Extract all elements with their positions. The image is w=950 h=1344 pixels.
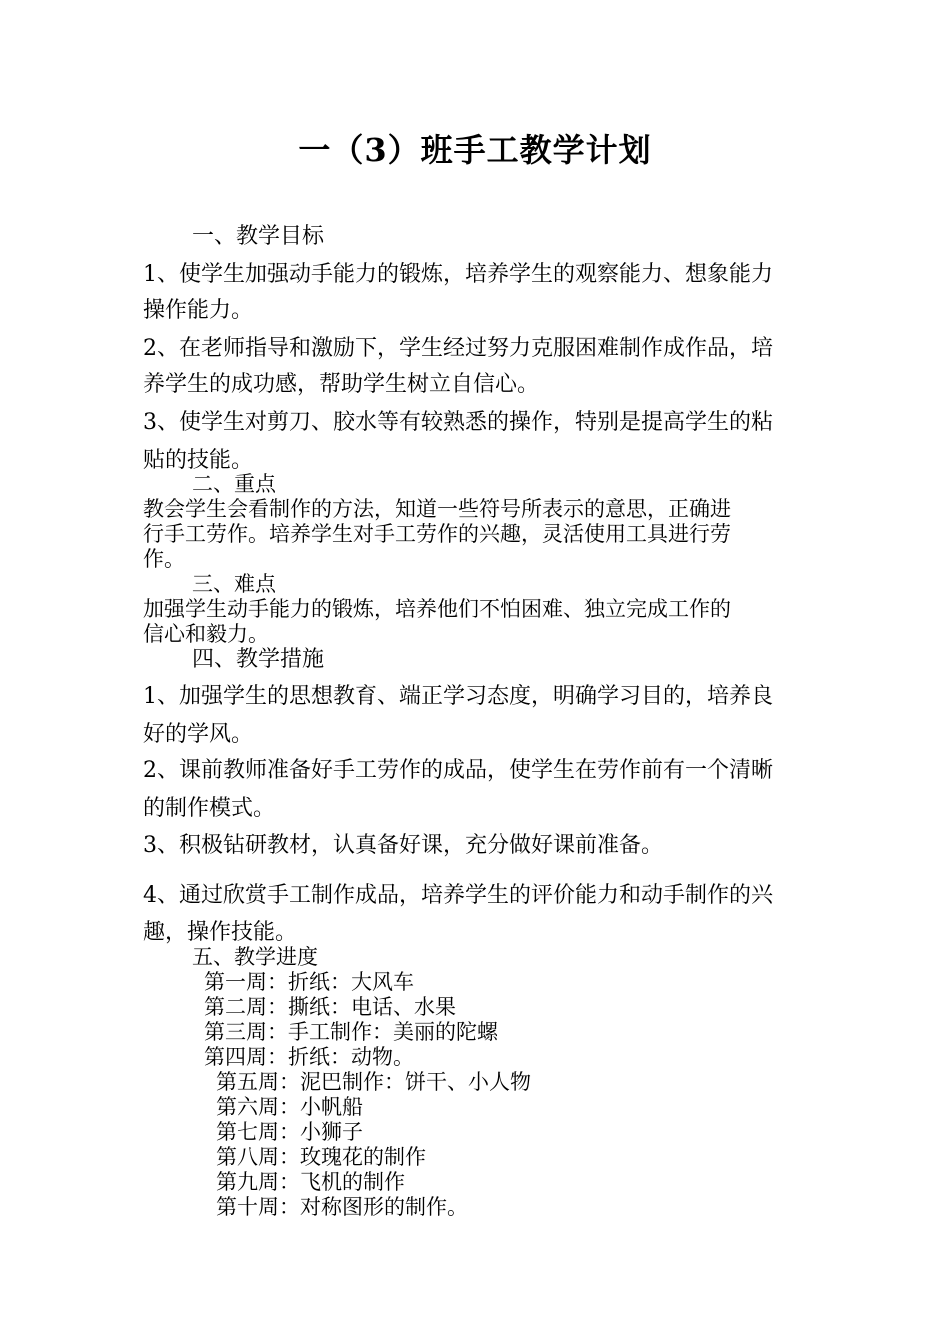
- schedule-week: 第十周：对称图形的制作。: [216, 1195, 468, 1219]
- document-title: 一（3）班手工教学计划: [298, 131, 652, 169]
- schedule-week: 第九周：飞机的制作: [216, 1170, 405, 1194]
- goal-line: 养学生的成功感，帮助学生树立自信心。: [143, 372, 540, 397]
- key-point-line: 作。: [143, 547, 185, 571]
- measure-line: 1、加强学生的思想教育、端正学习态度，明确学习目的，培养良: [143, 684, 773, 709]
- section-heading-measures: 四、教学措施: [192, 647, 325, 672]
- measure-line: 4、通过欣赏手工制作成品，培养学生的评价能力和动手制作的兴: [143, 883, 773, 908]
- measure-line: 2、课前教师准备好手工劳作的成品，使学生在劳作前有一个清晰: [143, 758, 773, 783]
- section-heading-difficulties: 三、难点: [192, 572, 276, 596]
- schedule-week: 第七周：小狮子: [216, 1120, 363, 1144]
- section-heading-key-points: 二、重点: [192, 472, 276, 496]
- goal-line: 1、使学生加强动手能力的锻炼，培养学生的观察能力、想象能力: [143, 262, 773, 287]
- measure-line: 3、积极钻研教材，认真备好课，充分做好课前准备。: [143, 833, 663, 858]
- schedule-week: 第三周：手工制作：美丽的陀螺: [204, 1020, 498, 1044]
- difficulty-line: 加强学生动手能力的锻炼，培养他们不怕困难、独立完成工作的: [143, 597, 731, 621]
- schedule-week: 第八周：玫瑰花的制作: [216, 1145, 426, 1169]
- key-point-line: 教会学生会看制作的方法，知道一些符号所表示的意思，正确进: [143, 497, 731, 521]
- schedule-week: 第四周：折纸：动物。: [204, 1045, 414, 1069]
- schedule-week: 第五周：泥巴制作：饼干、小人物: [216, 1070, 531, 1094]
- measure-line: 的制作模式。: [143, 796, 276, 821]
- section-heading-goals: 一、教学目标: [192, 224, 325, 249]
- schedule-week: 第一周：折纸：大风车: [204, 970, 414, 994]
- goal-line: 2、在老师指导和激励下，学生经过努力克服困难制作成作品，培: [143, 336, 773, 361]
- difficulty-line: 信心和毅力。: [143, 622, 269, 646]
- schedule-week: 第二周：撕纸：电话、水果: [204, 995, 456, 1019]
- measure-line: 好的学风。: [143, 722, 254, 747]
- goal-line: 贴的技能。: [143, 448, 254, 473]
- key-point-line: 行手工劳作。培养学生对手工劳作的兴趣，灵活使用工具进行劳: [143, 522, 731, 546]
- goal-line: 操作能力。: [143, 298, 254, 323]
- schedule-week: 第六周：小帆船: [216, 1095, 363, 1119]
- measure-line: 趣，操作技能。: [143, 920, 298, 945]
- goal-line: 3、使学生对剪刀、胶水等有较熟悉的操作，特别是提高学生的粘: [143, 410, 773, 435]
- section-heading-schedule: 五、教学进度: [192, 945, 318, 969]
